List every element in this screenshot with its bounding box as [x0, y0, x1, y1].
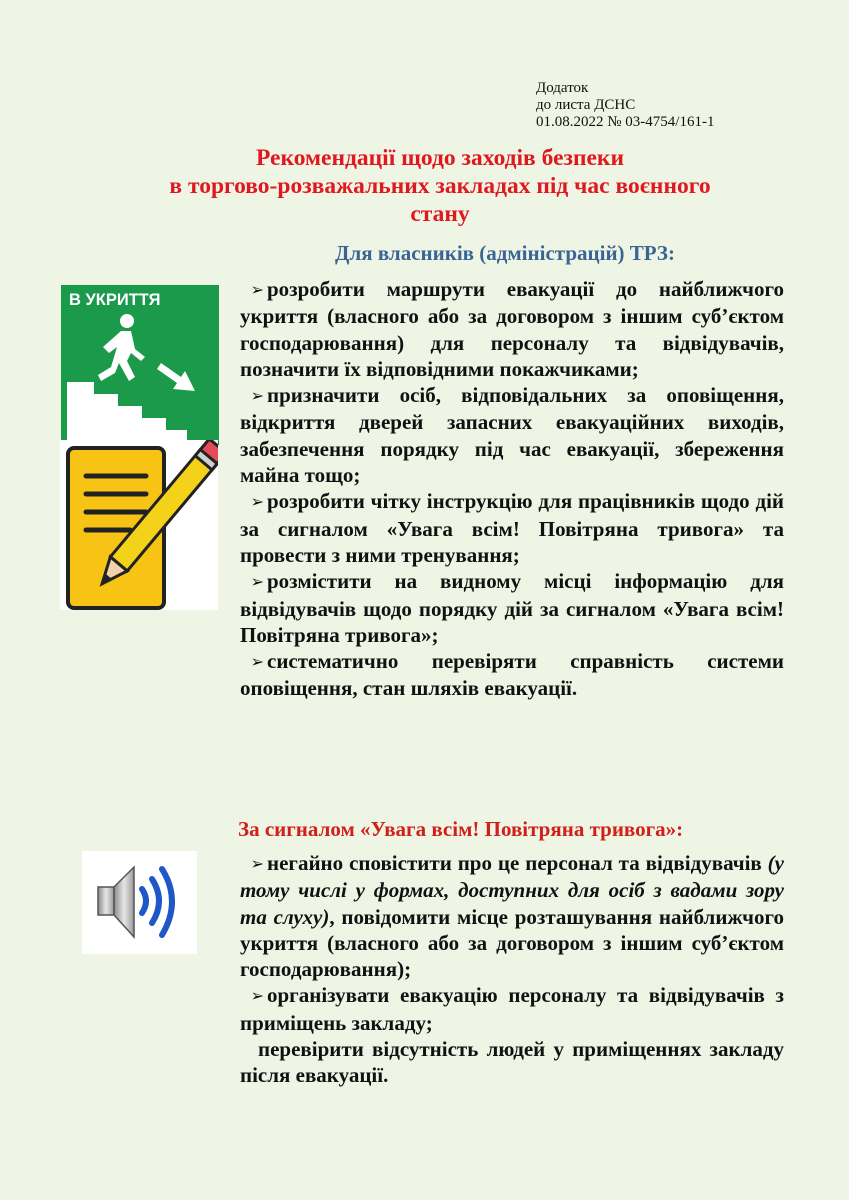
arrow-bullet-icon: ➢ [250, 572, 264, 592]
document-note [536, 80, 714, 131]
speaker-icon [82, 851, 197, 954]
arrow-bullet-icon: ➢ [250, 386, 264, 406]
owners-recommendation-list [240, 276, 784, 702]
list-item: ➢ систематично перевіряти справність системи оповіщення, стан шляхів евакуації. [240, 649, 784, 701]
section-heading-owners: Для власників (адміністрацій) ТРЗ: [335, 241, 675, 265]
note-line: Додаток [536, 80, 589, 96]
arrow-bullet-icon: ➢ [250, 986, 264, 1006]
title-line: стану [410, 201, 470, 227]
list-item: ➢ організувати евакуацію персоналу та відвідувачів з приміщень закладу; [240, 983, 784, 1035]
arrow-bullet-icon: ➢ [250, 652, 264, 672]
list-item: ➢ негайно сповістити про це персонал та відвідувачів (у тому числі у формах, доступних для осіб з вадами зору та слуху), повідомити місце розташування найближчого укриття (власного або за договором з іншим суб’єктом господарювання); [240, 851, 784, 982]
list-item: перевірити відсутність людей у приміщеннях закладу після евакуації. [240, 1037, 784, 1088]
section-heading-air-alert: За сигналом «Увага всім! Повітряна тривога»: [238, 817, 684, 841]
list-item: ➢ розмістити на видному місці інформацію для відвідувачів щодо порядку дій за сигналом «Увага всім! Повітряна тривога»; [240, 569, 784, 647]
arrow-bullet-icon: ➢ [250, 280, 264, 299]
notepad-pencil-icon [60, 440, 218, 610]
sign-label: В УКРИТТЯ [69, 291, 161, 309]
arrow-bullet-icon: ➢ [250, 492, 264, 512]
title-line: Рекомендації щодо заходів безпеки [256, 145, 624, 171]
arrow-bullet-icon: ➢ [250, 854, 264, 873]
note-line: до листа ДСНС [536, 97, 636, 113]
list-item: ➢ розробити маршрути евакуації до найближчого укриття (власного або за договором з іншим суб’єктом господарювання) для персоналу та відвідувачів, позначити їх відповідними покажчиками; [240, 277, 784, 381]
list-item: ➢ призначити осіб, відповідальних за оповіщення, відкриття дверей запасних евакуаційних виходів, забезпечення порядку під час евакуації, збереження майна тощо; [240, 383, 784, 488]
list-item: ➢ розробити чітку інструкцію для працівників щодо дій за сигналом «Увага всім! Повітряна тривога» та провести з ними тренування; [240, 489, 784, 567]
title-line: в торгово-розважальних закладах під час воєнного [169, 173, 711, 199]
note-line: 01.08.2022 № 03-4754/161-1 [536, 114, 715, 130]
air-alert-action-list [240, 850, 784, 1089]
page-title [60, 144, 820, 228]
exit-to-shelter-sign-icon [61, 285, 219, 445]
